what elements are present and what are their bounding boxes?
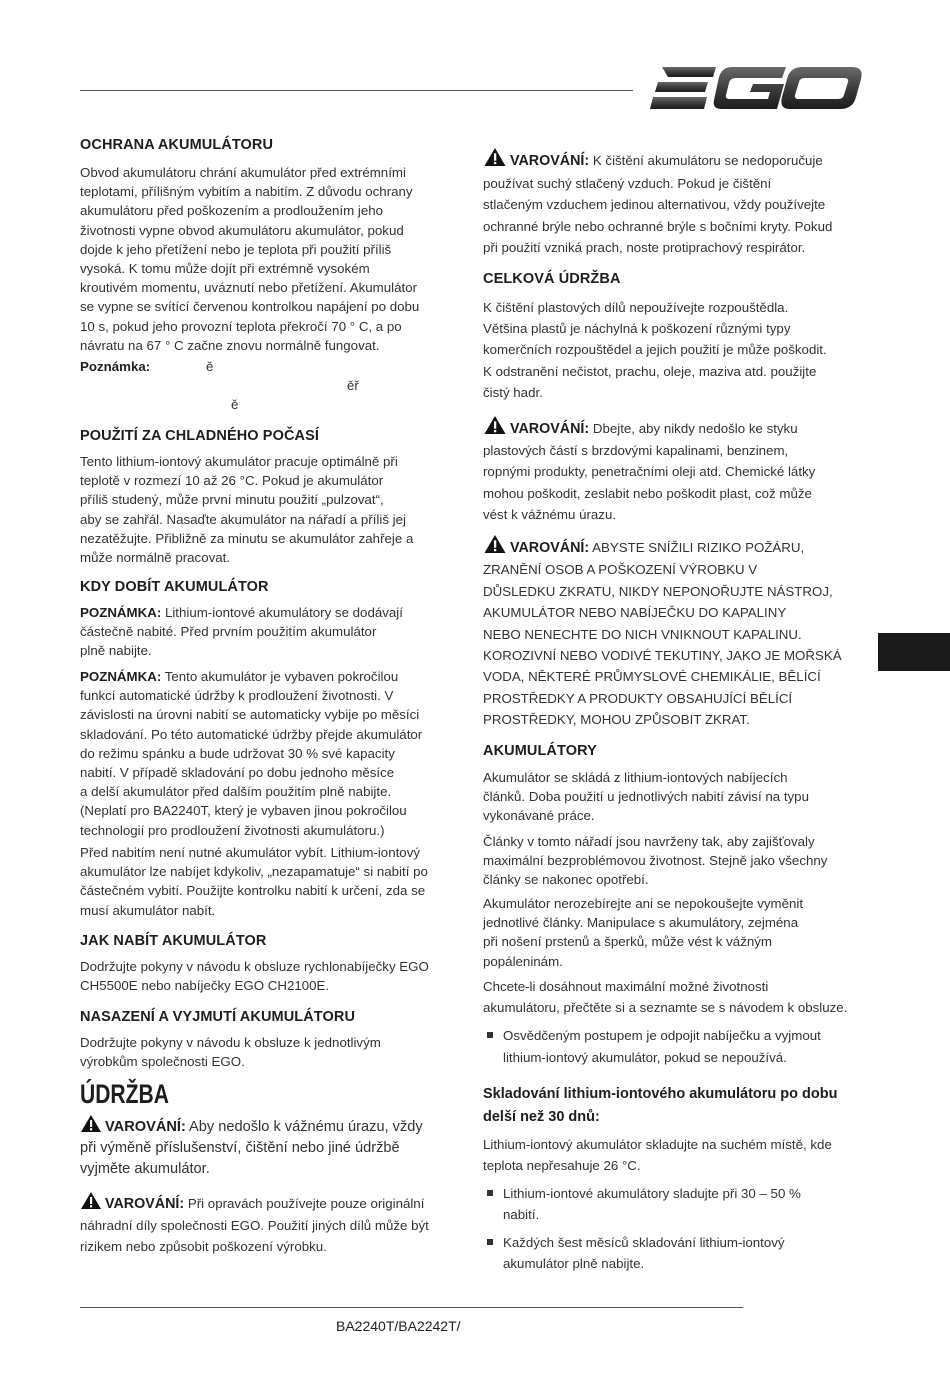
note-label: POZNÁMKA: <box>80 605 162 620</box>
bullet-icon <box>487 1190 493 1196</box>
warning-triangle-icon <box>483 534 507 554</box>
note-label: POZNÁMKA: <box>80 669 162 684</box>
list-item: Lithium-iontové akumulátory sladujte při 30 – 50 % nabití. <box>487 1183 801 1226</box>
heading-storage: Skladování lithium-iontového akumulátoru po dobu delší než 30 dnů: <box>483 1086 838 1125</box>
warning-triangle-icon <box>80 1114 102 1133</box>
header-rule <box>80 90 633 91</box>
note-paragraph-1: POZNÁMKA: Lithium-iontové akumulátory se dodávají částečně nabité. Před prvním použitím akumulátor plně nabijte. <box>80 605 403 659</box>
bullet-icon <box>487 1032 493 1038</box>
warning-original-parts: VAROVÁNÍ: Při opravách používejte pouze originální náhradní díly společnosti EGO. Použití jiných dílů může být rizikem nebo způsobit poškození výrobku. <box>80 1191 429 1257</box>
warning-remove-battery: VAROVÁNÍ: Aby nedošlo k vážnému úrazu, vždy při výměně příslušenství, čištění nebo jiné údržbě vyjměte akumulátor. <box>80 1114 423 1180</box>
warning-brake-fluids: VAROVÁNÍ: Dbejte, aby nikdy nedošlo ke styku plastových částí s brzdovými kapalinami, benzinem, ropnými produkty, penetračními oleji atd. Chemické látky mohou poškodit, zeslabit nebo poškodit plast, což může vést k vážnému úrazu. <box>483 415 815 525</box>
heading-cold-weather: POUŽITÍ ZA CHLADNÉHO POČASÍ <box>80 428 319 444</box>
batteries-paragraph-3: Akumulátor nerozebírejte ani se nepokoušejte vyměnit jednotlivé články. Manipulace s akumulátory, zejména při nošení prstenů a šperků, může vést k vážným popáleninám. <box>483 896 804 969</box>
heading-batteries: AKUMULÁTORY <box>483 743 597 759</box>
heading-insert-remove: NASAZENÍ A VYJMUTÍ AKUMULÁTORU <box>80 1009 356 1025</box>
storage-text: Lithium-iontový akumulátor skladujte na suchém místě, kde teplota nepřesahuje 26 °C. <box>483 1137 832 1174</box>
battery-protection-text: Obvod akumulátoru chrání akumulátor před extrémními teplotami, přílišným vybitím a nabitím. Z důvodu ochrany akumulátoru před poškozením a prodloužením jeho životnosti vypne obvod akumulátoru akumulátor, pokud dojde k jeho přetížení nebo je teplota při použití příliš vysoká. K tomu může dojít při extrémně vysokém kroutivém momentu, uváznutí nebo přetížení. Akumulátor se vypne se svítící červenou kontrolkou napájení po dobu 10 s, pokud jeho provozní teplota překročí 70 ° C, a po návratu na 67 ° C začne znovu normálně fungovat. <box>80 165 420 353</box>
bullet-icon <box>487 1239 493 1245</box>
charging-paragraph: Před nabitím není nutné akumulátor vybít. Lithium-iontový akumulátor lze nabíjet kdykoliv, „nezapamatuje“ si nabití po částečném vybití. Použijte kontrolku nabití k určení, zda se musí akumulátor nabít. <box>80 845 428 918</box>
warning-label: VAROVÁNÍ: <box>510 153 590 169</box>
warning-compressed-air: VAROVÁNÍ: K čištění akumulátoru se nedoporučuje používat suchý stlačený vzduch. Pokud je čištění stlačeným vzduchem jedinou alternativou, vždy používejte ochranné brýle nebo ochranné brýle s bočními kryty. Pokud při použití vzniká prach, noste protiprachový respirátor. <box>483 147 832 259</box>
note-paragraph-2: POZNÁMKA: Tento akumulátor je vybaven pokročilou funkcí automatické údržby k prodloužení životnosti. V závislosti na úrovni nabití se automaticky vybije po měsíci skladování. Po této automatické údržby přejde akumulátor do režimu spánku a bude udržovat 30 % své kapacity nabití. V případě skladování po dobu jednoho měsíce a delší akumulátor před dalším použitím plně nabijte. (Neplatí pro BA2240T, který je vybaven jinou pokročilou technologií pro prodloužení životnosti akumulátoru.) <box>80 669 423 838</box>
general-maintenance-text: K čištění plastových dílů nepoužívejte rozpouštědla. Většina plastů je náchylná k poškození různými typy komerčních rozpouštědel a jejich použití je může poškodit. K odstranění nečistot, prachu, oleje, maziva atd. použijte čistý hadr. <box>483 300 827 400</box>
heading-maintenance: ÚDRŽBA <box>80 1079 169 1109</box>
heading-general-maintenance: CELKOVÁ ÚDRŽBA <box>483 271 621 287</box>
heading-when-to-charge: KDY DOBÍT AKUMULÁTOR <box>80 579 269 595</box>
warning-label: VAROVÁNÍ: <box>510 421 590 437</box>
heading-battery-protection: OCHRANA AKUMULÁTORU <box>80 137 274 153</box>
insert-remove-text: Dodržujte pokyny v návodu k obsluze k jednotlivým výrobkům společnosti EGO. <box>80 1035 381 1070</box>
footer-model: BA2240T/BA2242T/ <box>336 1318 461 1334</box>
section-tab-marker <box>878 633 950 671</box>
warning-label: VAROVÁNÍ: <box>105 1119 186 1135</box>
warning-liquids: VAROVÁNÍ: ABYSTE SNÍŽILI RIZIKO POŽÁRU, ZRANĚNÍ OSOB A POŠKOZENÍ VÝROBKU V DŮSLEDKU ZKRATU, NIKDY NEPONOŘUJTE NÁSTROJ, AKUMULÁTOR NEBO NABÍJEČKU DO KAPALINY NEBO NENECHTE DO NICH VNIKNOUT KAPALINU. KOROZIVNÍ NEBO VODIVÉ TEKUTINY, JAKO JE MOŘSKÁ VODA, NĚKTERÉ PRŮMYSLOVÉ CHEMIKÁLIE, BĚLÍCÍ PROSTŘEDKY A PRODUKTY OBSAHUJÍCÍ BĚLÍCÍ PROSTŘEDKY, MOHOU ZPŮSOBIT ZKRAT. <box>483 534 842 731</box>
batteries-paragraph-2: Články v tomto nářadí jsou navrženy tak, aby zajišťovaly maximální bezproblémovou životnost. Stejně jako všechny články se nakonec opotřebí. <box>483 834 828 888</box>
cold-weather-text: Tento lithium-iontový akumulátor pracuje optimálně při teplotě v rozmezí 10 až 26 °C. Pokud je akumulátor příliš studený, může první minutu použití „pulzovat“, aby se zahřál. Nasaďte akumulátor na nářadí a příliš jej nezatěžujte. Přibližně za minutu se akumulátor zahřeje a může normálně pracovat. <box>80 454 414 566</box>
ego-logo-graphic <box>650 63 862 113</box>
note-fragment: ě <box>206 359 214 374</box>
footer-rule <box>80 1307 743 1308</box>
note-fragment: ě <box>231 397 239 412</box>
note-fragment: ěř <box>347 378 359 393</box>
ego-logo <box>650 63 862 118</box>
warning-triangle-icon <box>80 1191 102 1210</box>
warning-triangle-icon <box>483 415 507 435</box>
warning-label: VAROVÁNÍ: <box>105 1196 185 1212</box>
how-to-charge-text: Dodržujte pokyny v návodu k obsluze rychlonabíječky EGO CH5500E nebo nabíječky EGO CH2100E. <box>80 959 429 994</box>
note-label: Poznámka: <box>80 359 151 374</box>
batteries-paragraph-1: Akumulátor se skládá z lithium-iontových nabíjecích článků. Doba použití u jednotlivých nabití závisí na typu vykonávané práce. <box>483 770 809 824</box>
heading-how-to-charge: JAK NABÍT AKUMULÁTOR <box>80 933 267 949</box>
batteries-paragraph-4: Chcete-li dosáhnout maximální možné životnosti akumulátoru, přečtěte si a seznamte se s návodem k obsluze. <box>483 979 848 1015</box>
list-item: Každých šest měsíců skladování lithium-iontový akumulátor plně nabijte. <box>487 1232 785 1275</box>
warning-label: VAROVÁNÍ: <box>510 540 590 556</box>
list-item: Osvědčeným postupem je odpojit nabíječku a vyjmout lithium-iontový akumulátor, pokud se nepoužívá. <box>487 1025 821 1068</box>
warning-triangle-icon <box>483 147 507 167</box>
